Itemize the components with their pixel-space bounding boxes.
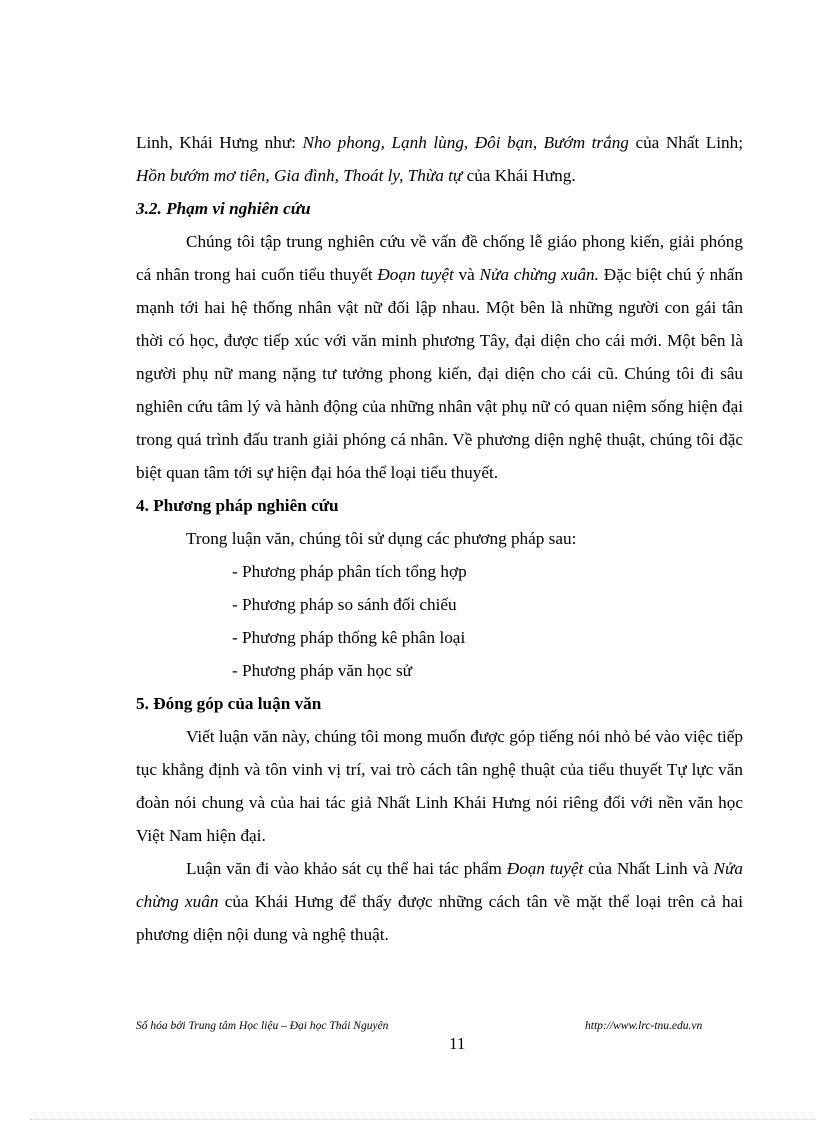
text-run: Đặc biệt chú ý nhấn mạnh tới hai hệ thống nhân vật nữ đối lập nhau. Một bên là những người con gái tân thời có học, được tiếp xúc với văn minh phương Tây, đại diện cho cái mới. Một bên là người phụ nữ mang nặng tư tưởng phong kiến, đại diện cho cái cũ. Chúng tôi đi sâu nghiên cứu tâm lý và hành động của những nhân vật phụ nữ có quan niệm sống hiện đại trong quá trình đấu tranh giải phóng cá nhân. Về phương diện nghệ thuật, chúng tôi đặc biệt quan tâm tới sự hiện đại hóa thể loại tiểu thuyết. xyxy=(136,265,743,482)
text-run: và xyxy=(453,265,480,284)
paragraph-contribution: Viết luận văn này, chúng tôi mong muốn được góp tiếng nói nhỏ bé vào việc tiếp tục khẳng định và tôn vinh vị trí, vai trò cách tân nghệ thuật của tiểu thuyết Tự lực văn đoàn nói chung và của hai tác giả Nhất Linh Khái Hưng nói riêng đối với nền văn học Việt Nam hiện đại. xyxy=(136,727,743,845)
page-edge-divider xyxy=(30,1119,816,1120)
heading-4-methods: 4. Phương pháp nghiên cứu xyxy=(136,496,339,515)
italic-title-doan-tuyet: Đoạn tuyệt xyxy=(377,265,454,284)
method-item: - Phương pháp phân tích tổng hợp xyxy=(232,562,467,581)
heading-5-contribution: 5. Đóng góp của luận văn xyxy=(136,694,322,713)
text-run: của Khái Hưng để thấy được những cách tân về mặt thể loại trên cả hai phương diện nội dung và nghệ thuật. xyxy=(136,892,743,944)
text-run: Luận văn đi vào khảo sát cụ thể hai tác phẩm xyxy=(186,859,507,878)
italic-title-doan-tuyet: Đoạn tuyệt xyxy=(506,859,584,878)
method-item: - Phương pháp thống kê phân loại xyxy=(232,628,466,647)
method-item: - Phương pháp văn học sử xyxy=(232,661,412,680)
italic-title-nua-chung-xuan: Nửa chừng xuân. xyxy=(479,265,599,284)
text-run: Chúng tôi tập trung nghiên cứu về vấn đề chống lễ giáo phong kiến, giải phóng cá nhân trong hai cuốn tiểu thuyết xyxy=(136,232,743,284)
page-number: 11 xyxy=(449,1034,466,1053)
paragraph-scope xyxy=(136,225,743,489)
italic-titles-khai-hung: Hồn bướm mơ tiên, Gia đình, Thoát ly, Thừa tự xyxy=(136,166,463,185)
methods-intro: Trong luận văn, chúng tôi sử dụng các phương pháp sau: xyxy=(186,529,577,548)
italic-titles-nhat-linh: Nho phong, Lạnh lùng, Đôi bạn, Bướm trắng xyxy=(302,133,629,152)
paragraph-intro-continuation xyxy=(136,126,743,192)
footer-url: http://www.lrc-tnu.edu.vn xyxy=(585,1020,703,1032)
text-run: của Nhất Linh và xyxy=(583,859,714,878)
text-run: của Nhất Linh; xyxy=(628,133,743,152)
method-item: - Phương pháp so sánh đối chiếu xyxy=(232,595,457,614)
paragraph-survey xyxy=(136,852,743,951)
italic-title-nua-chung-xuan: Nửa chừng xuân xyxy=(136,859,743,911)
text-run: của Khái Hưng. xyxy=(462,166,576,185)
page-body xyxy=(136,126,743,951)
footer-digitized-by: Số hóa bởi Trung tâm Học liệu – Đại học Thái Nguyên xyxy=(136,1020,389,1032)
heading-3-2-scope xyxy=(136,192,743,225)
heading-3-2-text: 3.2. Phạm vi nghiên cứu xyxy=(136,199,311,218)
text-run: Linh, Khái Hưng như: xyxy=(136,133,303,152)
